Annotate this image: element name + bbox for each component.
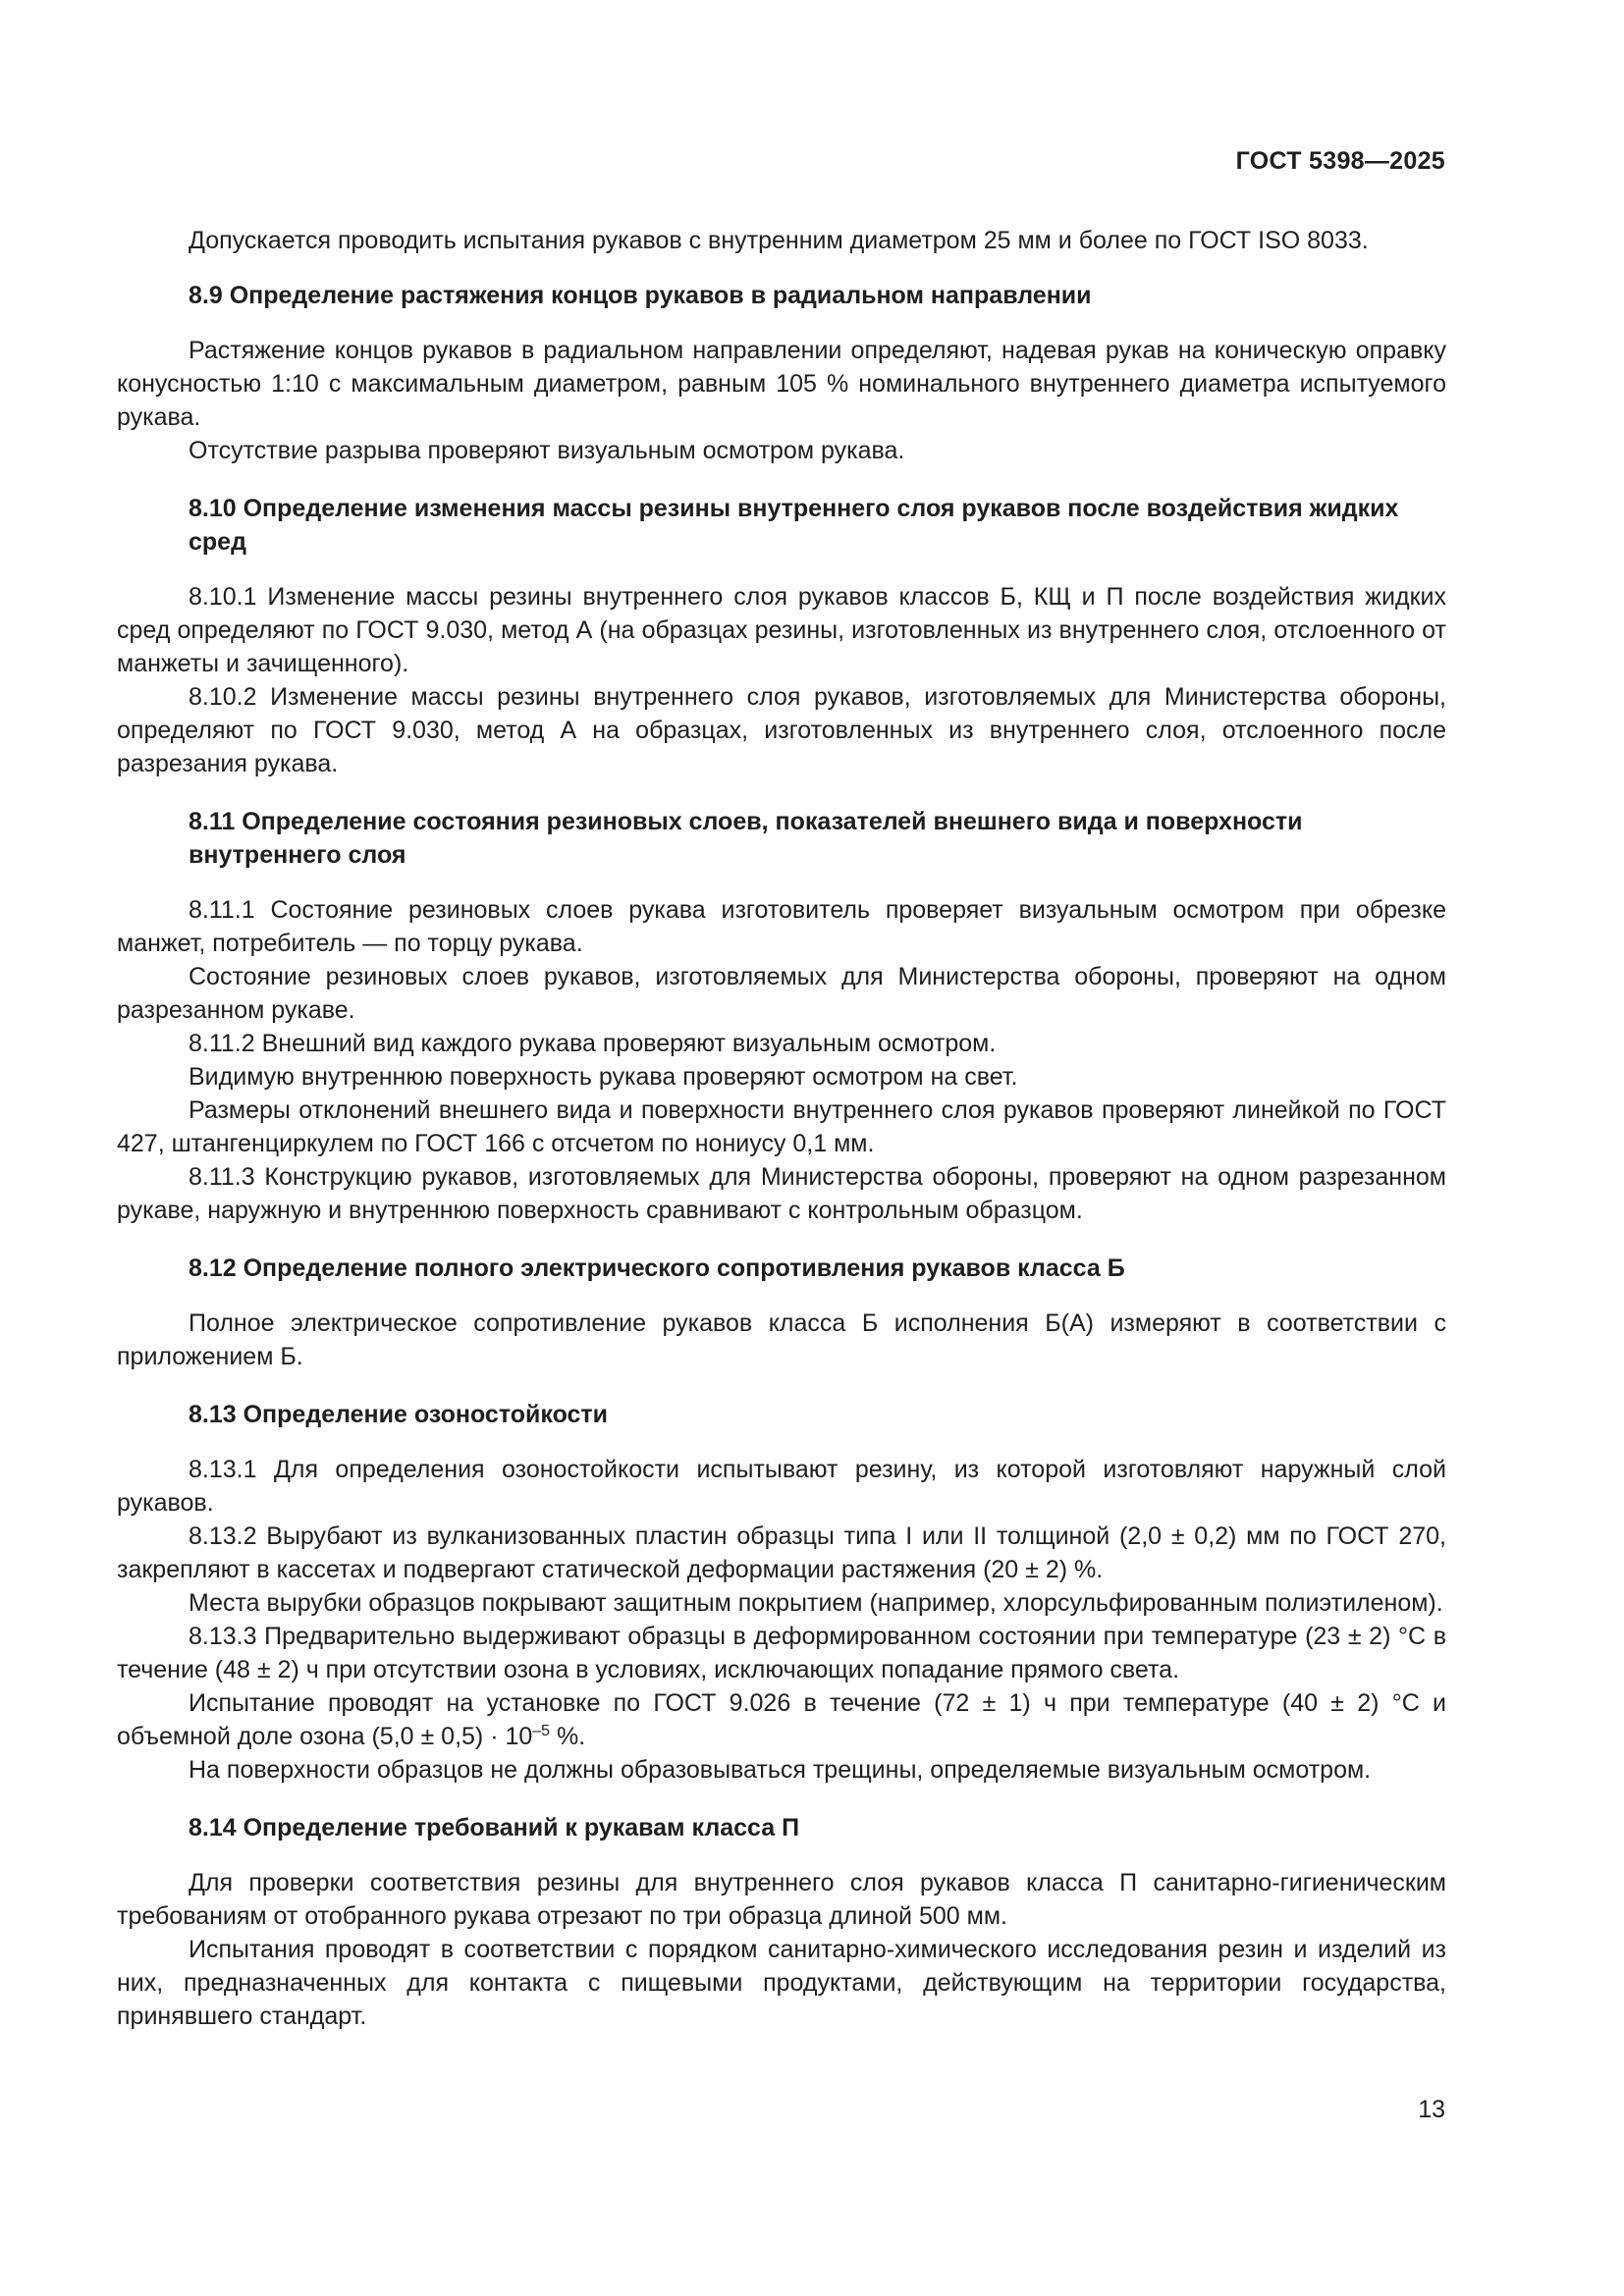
paragraph-ozone-test — [117, 1686, 1446, 1753]
paragraph: 8.11.2 Внешний вид каждого рукава проверяют визуальным осмотром. — [189, 1030, 997, 1057]
paragraph: На поверхности образцов не должны образовываться трещины, определяемые визуальным осмотром. — [189, 1756, 1372, 1784]
paragraph-text: Испытание проводят на установке по ГОСТ 9.026 в течение (72 ± 1) ч при температуре (40 ± 2) °С и объемной доле озона (5,0 ± 0,5) · 10 — [117, 1689, 1446, 1750]
paragraph: Растяжение концов рукавов в радиальном направлении определяют, надевая рукав на коническую оправку конусностью 1:10 с максимальным диаметром, равным 105 % номинального внутреннего диаметра испытуемого рукава. — [117, 337, 1446, 431]
paragraph: Испытания проводят в соответствии с порядком санитарно-химического исследования резин и изделий из них, предназначенных для контакта с пищевыми продуктами, действующим на территории государства, принявшего стандарт. — [117, 1936, 1446, 2030]
document-header-id: ГОСТ 5398—2025 — [1235, 147, 1445, 175]
paragraph: Полное электрическое сопротивление рукавов класса Б исполнения Б(А) измеряют в соответствии с приложением Б. — [117, 1309, 1446, 1370]
paragraph: Места вырубки образцов покрывают защитным покрытием (например, хлорсульфированным полиэтиленом). — [189, 1589, 1443, 1617]
paragraph: 8.13.2 Вырубают из вулканизованных пластин образцы типа I или II толщиной (2,0 ± 0,2) мм по ГОСТ 270, закрепляют в кассетах и подвергают статической деформации растяжения (20 ± 2) %. — [117, 1522, 1446, 1583]
paragraph: Для проверки соответствия резины для внутреннего слоя рукавов класса П санитарно-гигиеническим требованиям от отобранного рукава отрезают по три образца длиной 500 мм. — [117, 1869, 1446, 1930]
paragraph: Отсутствие разрыва проверяют визуальным осмотром рукава. — [189, 437, 905, 464]
section-heading-8-13: 8.13 Определение озоностойкости — [189, 1401, 609, 1428]
section-heading-8-14: 8.14 Определение требований к рукавам класса П — [189, 1814, 800, 1842]
section-heading-8-11: 8.11 Определение состояния резиновых слоев, показателей внешнего вида и поверхности внутреннего слоя — [189, 808, 1303, 869]
document-body — [117, 224, 1446, 2033]
paragraph: 8.13.1 Для определения озоностойкости испытывают резину, из которой изготовляют наружный слой рукавов. — [117, 1456, 1446, 1517]
paragraph: 8.10.2 Изменение массы резины внутреннего слоя рукавов, изготовляемых для Министерства обороны, определяют по ГОСТ 9.030, метод А на образцах, изготовленных из внутреннего слоя, отслоенного после разрезания рукава. — [117, 683, 1446, 777]
page-number: 13 — [1418, 2096, 1445, 2123]
section-heading-8-12: 8.12 Определение полного электрического сопротивления рукавов класса Б — [189, 1255, 1125, 1282]
paragraph: Состояние резиновых слоев рукавов, изготовляемых для Министерства обороны, проверяют на одном разрезанном рукаве. — [117, 963, 1446, 1024]
exponent: –5 — [532, 1723, 551, 1739]
paragraph: 8.11.3 Конструкцию рукавов, изготовляемых для Министерства обороны, проверяют на одном разрезанном рукаве, наружную и внутреннюю поверхность сравнивают с контрольным образцом. — [117, 1163, 1446, 1224]
paragraph: Видимую внутреннюю поверхность рукава проверяют осмотром на свет. — [189, 1063, 1018, 1091]
paragraph: 8.10.1 Изменение массы резины внутреннего слоя рукавов классов Б, КЩ и П после воздействия жидких сред определяют по ГОСТ 9.030, метод А (на образцах резины, изготовленных из внутреннего слоя, отслоенного от манжеты и зачищенного). — [117, 583, 1446, 677]
section-heading-8-10: 8.10 Определение изменения массы резины внутреннего слоя рукавов после воздействия жидких сред — [189, 495, 1399, 556]
intro-paragraph: Допускается проводить испытания рукавов с внутренним диаметром 25 мм и более по ГОСТ ISO 8033. — [189, 227, 1369, 254]
paragraph: Размеры отклонений внешнего вида и поверхности внутреннего слоя рукавов проверяют линейкой по ГОСТ 427, штангенциркулем по ГОСТ 166 с отсчетом по нониусу 0,1 мм. — [117, 1096, 1446, 1157]
paragraph: 8.11.1 Состояние резиновых слоев рукава изготовитель проверяет визуальным осмотром при обрезке манжет, потребитель — по торцу рукава. — [117, 896, 1446, 957]
paragraph: 8.13.3 Предварительно выдерживают образцы в деформированном состоянии при температуре (23 ± 2) °С в течение (48 ± 2) ч при отсутствии озона в условиях, исключающих попадание прямого света. — [117, 1623, 1446, 1683]
paragraph-text-end: %. — [550, 1723, 586, 1750]
section-heading-8-9: 8.9 Определение растяжения концов рукавов в радиальном направлении — [189, 282, 1092, 309]
